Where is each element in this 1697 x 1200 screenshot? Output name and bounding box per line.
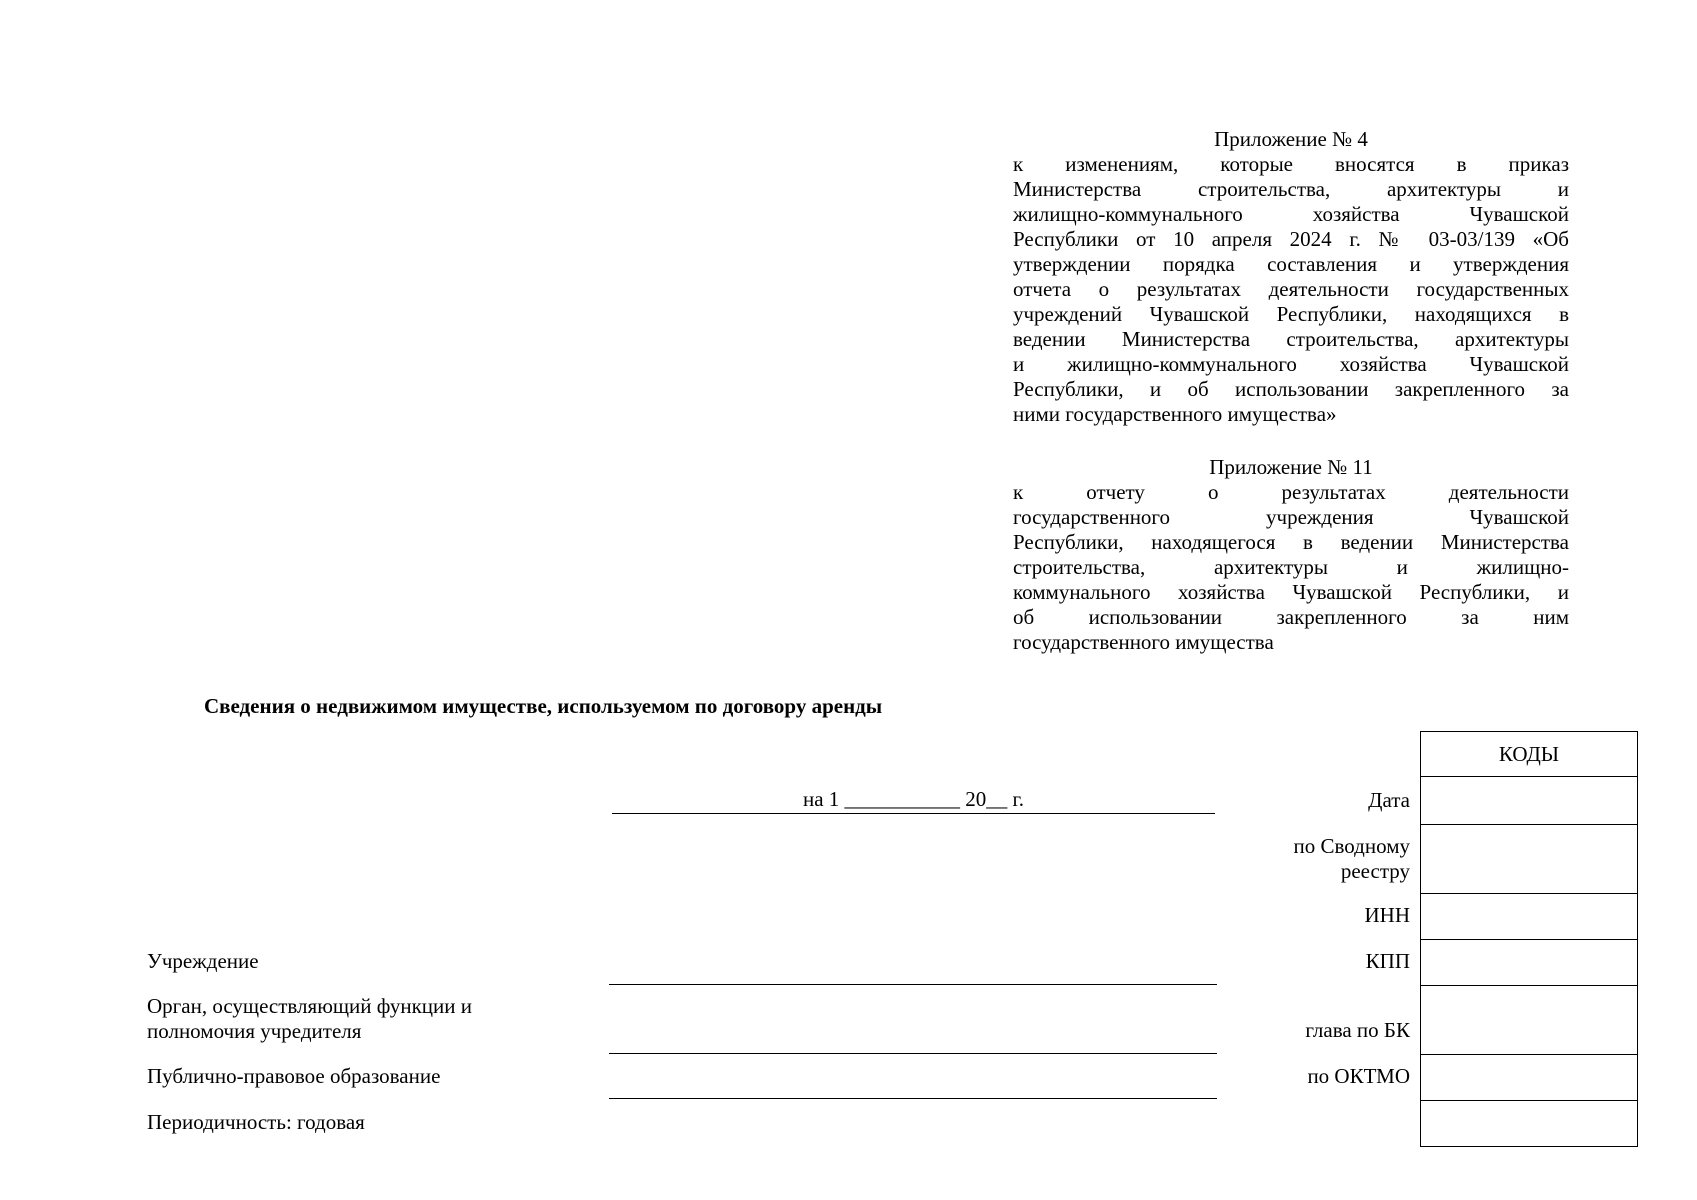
codes-table [1420,731,1638,1147]
report-date-line: на 1 ___________ 20__ г. [612,787,1215,814]
oktmo-code-label: по ОКТМО [1307,1064,1410,1088]
appendix-4-line: отчета о результатах деятельности государственных [1013,277,1569,301]
registry-label-line1: по Сводному [1293,834,1410,858]
inn-code-label: ИНН [1364,903,1410,927]
institution-underline [609,984,1217,985]
founder-label-line2: полномочия учредителя [147,1019,362,1043]
registry-code-cell[interactable] [1421,825,1638,894]
appendix-11-title: Приложение № 11 [1209,455,1373,479]
date-code-cell[interactable] [1421,777,1638,825]
appendix-4-line: утверждении порядка составления и утверждения [1013,252,1569,276]
registry-label-line2: реестру [1340,859,1410,883]
appendix-4-line: к изменениям, которые вносятся в приказ [1013,152,1569,176]
appendix-4-line: Министерства строительства, архитектуры и [1013,177,1569,201]
appendix-4-last-line: ними государственного имущества» [1013,402,1337,426]
periodicity-code-cell[interactable] [1421,1101,1638,1147]
chapter-bk-code-label: глава по БК [1305,1018,1410,1042]
kpp-code-cell[interactable] [1421,940,1638,986]
appendix-11-line: Республики, находящегося в ведении Министерства [1013,530,1569,554]
appendix-4-line: и жилищно-коммунального хозяйства Чувашской [1013,352,1569,376]
appendix-11-line: коммунального хозяйства Чувашской Республики, и [1013,580,1569,604]
founder-label [147,994,472,1044]
appendix-4-line: жилищно-коммунального хозяйства Чувашской [1013,202,1569,226]
appendix-4-line: учреждений Чувашской Республики, находящихся в [1013,302,1569,326]
appendix-4-title: Приложение № 4 [1214,127,1368,151]
date-code-label: Дата [1368,788,1410,812]
periodicity-label: Периодичность: годовая [147,1110,365,1134]
appendix-4-line: Республики, и об использовании закрепленного за [1013,377,1569,401]
report-heading: Сведения о недвижимом имуществе, используемом по договору аренды [204,694,883,718]
founder-underline [609,1053,1217,1054]
kpp-code-label: КПП [1365,949,1410,973]
oktmo-code-cell[interactable] [1421,1055,1638,1101]
institution-label: Учреждение [147,949,259,973]
registry-code-label [1294,834,1410,884]
inn-code-cell[interactable] [1421,894,1638,940]
appendix-11-line: государственного учреждения Чувашской [1013,505,1569,529]
appendix-11-line: строительства, архитектуры и жилищно- [1013,555,1569,579]
appendix-11-line: об использовании закрепленного за ним [1013,605,1569,629]
chapter-bk-code-cell[interactable] [1421,986,1638,1055]
appendix-11-last-line: государственного имущества [1013,630,1274,654]
appendix-11-line: к отчету о результатах деятельности [1013,480,1569,504]
codes-header: КОДЫ [1421,732,1638,777]
founder-label-line1: Орган, осуществляющий функции и [147,994,473,1018]
appendix-11-block [1013,455,1569,655]
public-entity-underline [609,1098,1217,1099]
appendix-4-block [1013,127,1569,427]
appendix-4-line: ведении Министерства строительства, архитектуры [1013,327,1569,351]
public-entity-label: Публично-правовое образование [147,1064,441,1088]
appendix-4-line: Республики от 10 апреля 2024 г. № 03-03/139 «Об [1013,227,1569,251]
